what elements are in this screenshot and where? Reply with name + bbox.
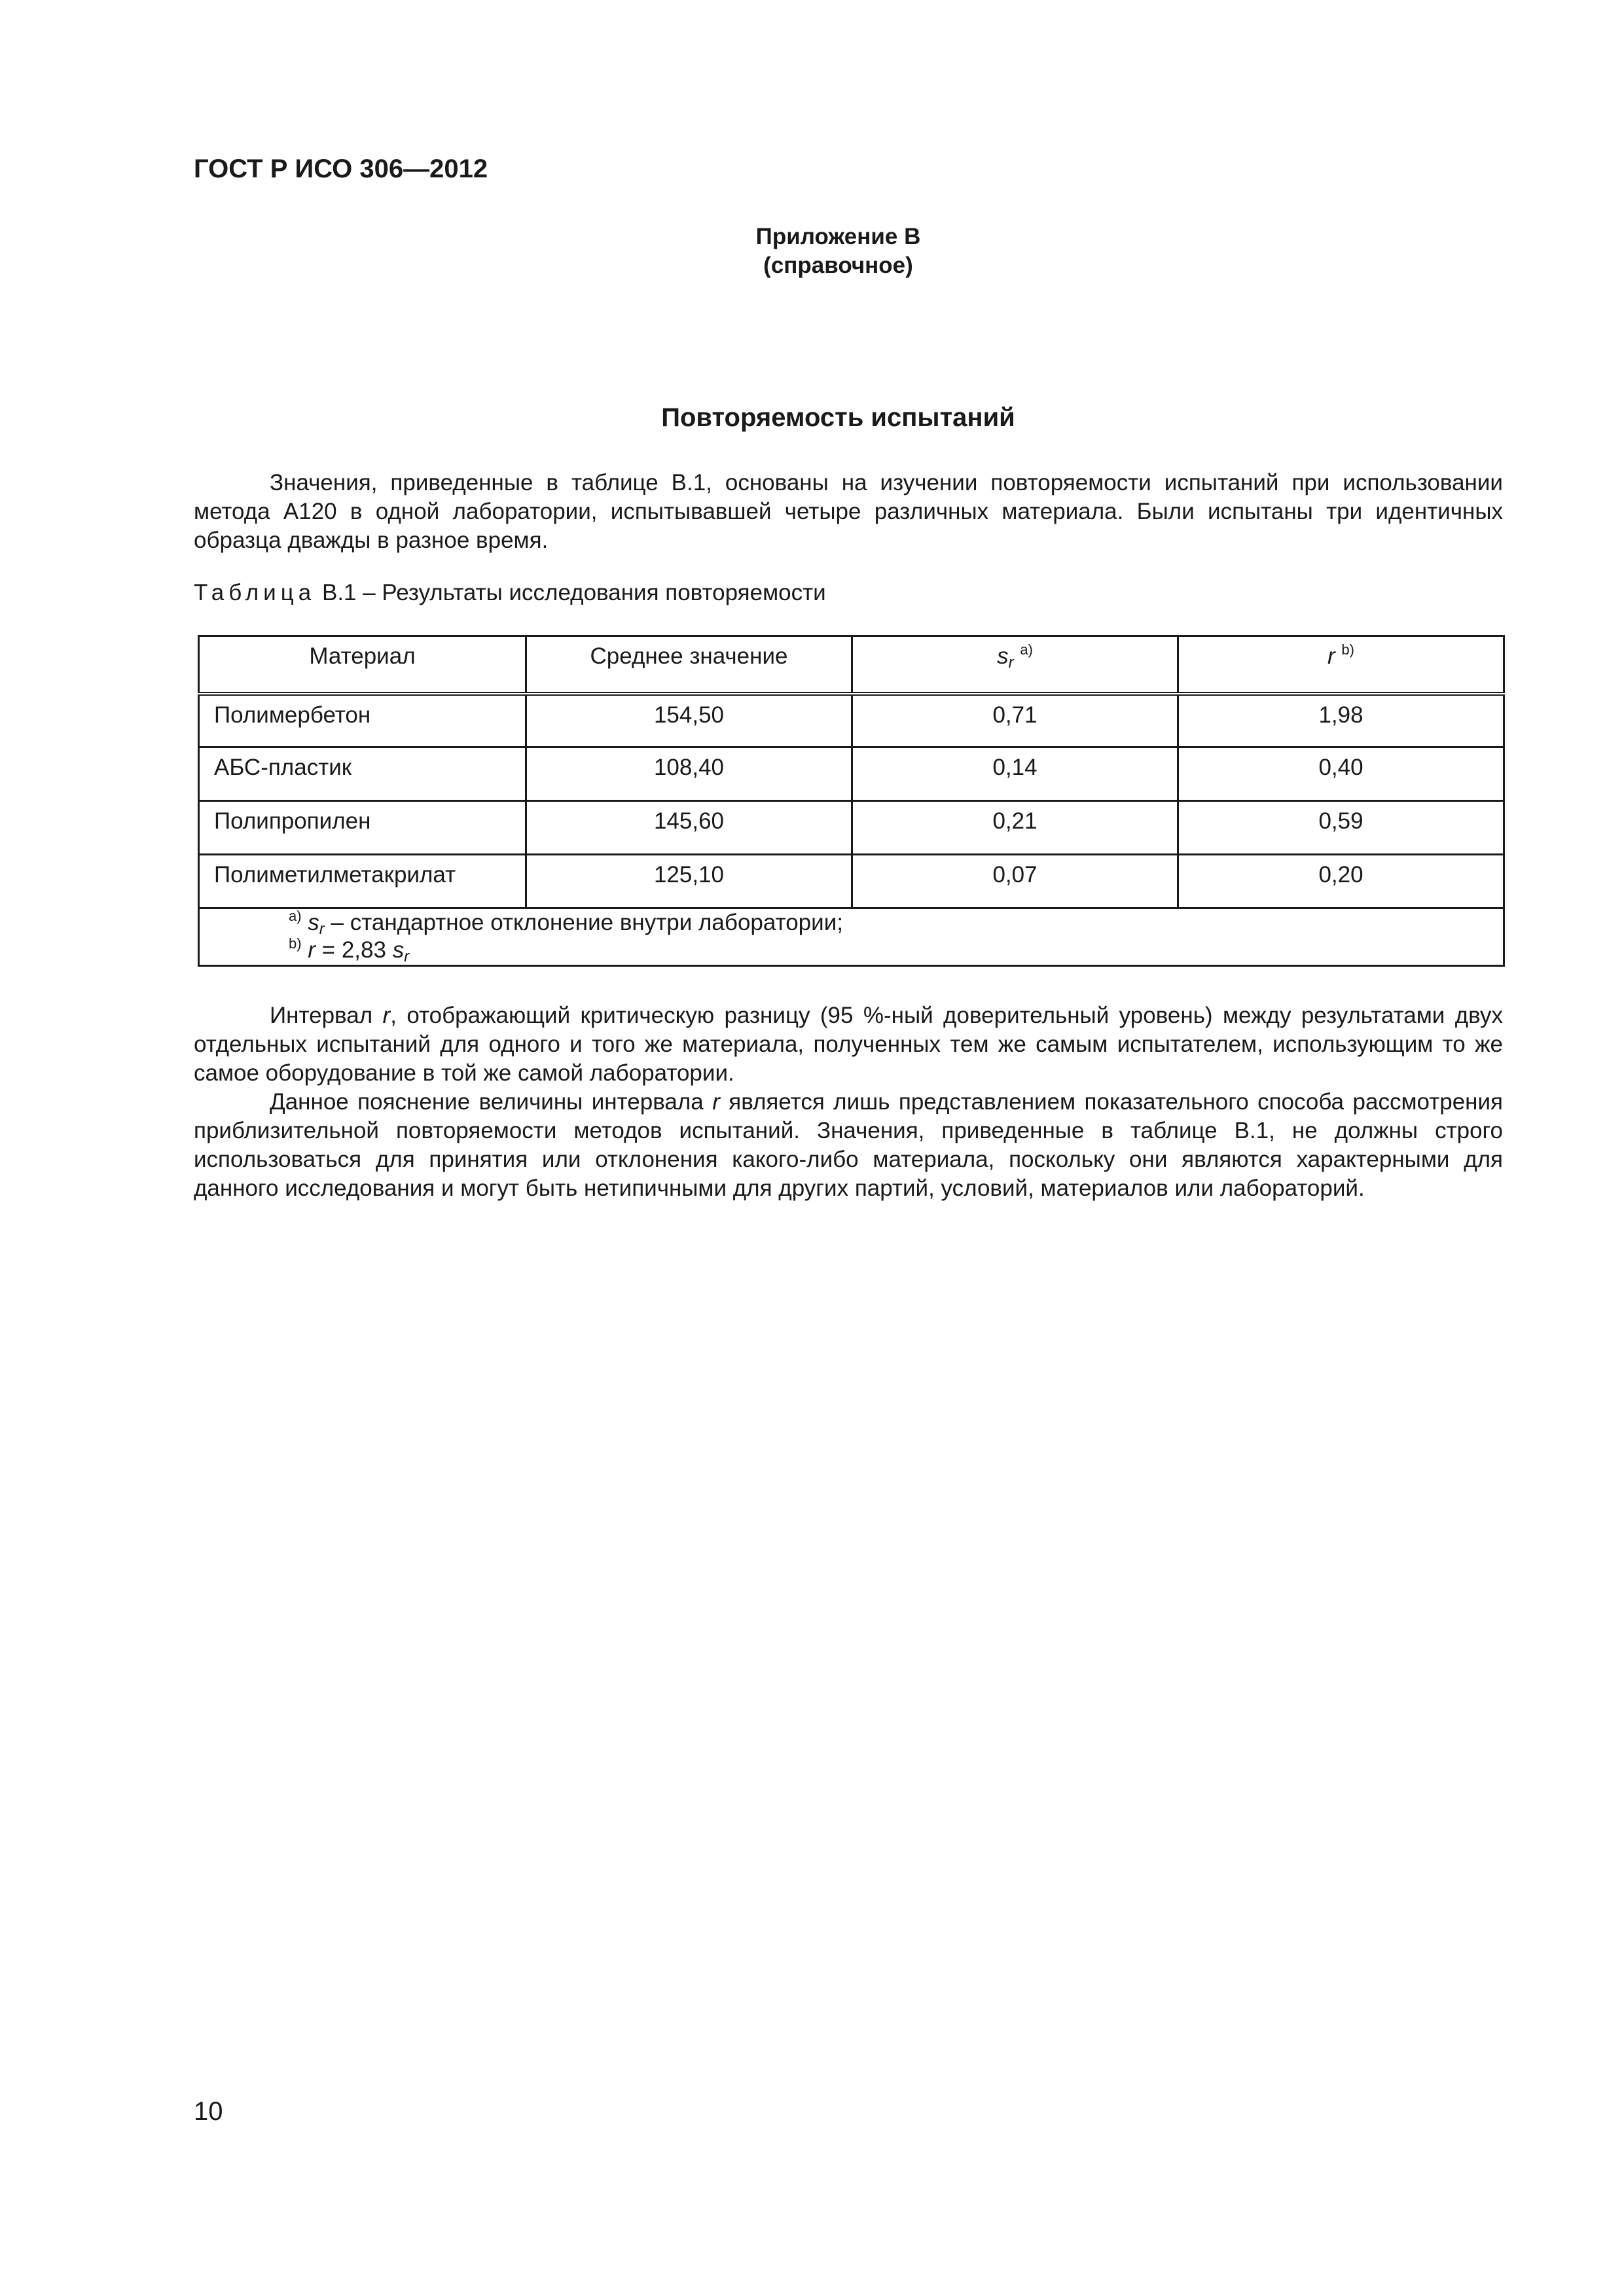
note-b-symbol: r xyxy=(308,937,316,963)
cell-material: Полиметилметакрилат xyxy=(199,855,526,908)
table-notes-row xyxy=(199,908,1504,966)
note-b-symbol-2: s xyxy=(392,937,405,963)
explanation-text: является лишь представлением показательного способа рассмотрения приблизительной повторяемости методов испытаний. Значения, приведенные в таблице В.1, не должны строго использоваться для принятия или отклонения какого-либо материала, поскольку они являются характерными для данного исследования и могут быть нетипичными для других партий, условий, материалов или лабораторий. xyxy=(194,1089,1503,1201)
cell-mean: 108,40 xyxy=(526,747,852,801)
standard-designation: ГОСТ Р ИСО 306—2012 xyxy=(194,154,488,183)
header-material: Материал xyxy=(199,636,526,694)
cell-sr: 0,71 xyxy=(852,694,1178,747)
page-number: 10 xyxy=(194,2097,223,2126)
header-sr xyxy=(852,636,1178,694)
interval-symbol: r xyxy=(382,1003,391,1028)
intro-text: Значения, приведенные в таблице В.1, основаны на изучении повторяемости испытаний при использовании метода А120 в одной лаборатории, испытывавшей четыре различных материала. Были испытаны три идентичных образца дважды в разное время. xyxy=(194,470,1503,553)
cell-mean: 145,60 xyxy=(526,801,852,855)
table-row xyxy=(199,855,1504,908)
cell-material: Полимербетон xyxy=(199,694,526,747)
cell-material: АБС-пластик xyxy=(199,747,526,801)
note-b-mark: b) xyxy=(289,935,302,952)
note-a-text: – стандартное отклонение внутри лаборатории; xyxy=(324,910,843,935)
explanation-symbol: r xyxy=(712,1089,720,1115)
cell-mean: 154,50 xyxy=(526,694,852,747)
note-a-mark: a) xyxy=(289,908,302,924)
explanation-paragraph xyxy=(194,1088,1503,1203)
header-r-footnote-mark: b) xyxy=(1341,641,1354,658)
annex-title: Приложение В xyxy=(755,224,921,249)
interval-paragraph xyxy=(194,1001,1503,1088)
cell-r: 0,40 xyxy=(1178,747,1504,801)
table-caption-word: Таблица xyxy=(194,580,316,605)
section-title: Повторяемость испытаний xyxy=(661,403,1015,432)
intro-paragraph xyxy=(194,469,1503,555)
interval-text: , отображающий критическую разницу (95 %-ный доверительный уровень) между результатами двух отдельных испытаний для одного и того же материала, полученных тем же самым испытателем, использующим то же самое оборудование в той же самой лаборатории. xyxy=(194,1003,1503,1086)
note-a-symbol: s xyxy=(308,910,319,935)
interval-lead: Интервал xyxy=(270,1003,383,1028)
cell-r: 0,59 xyxy=(1178,801,1504,855)
table-caption-text: В.1 – Результаты исследования повторяемости xyxy=(321,580,826,605)
table-header-row xyxy=(199,636,1504,694)
cell-r: 1,98 xyxy=(1178,694,1504,747)
cell-r: 0,20 xyxy=(1178,855,1504,908)
note-a-subscript: r xyxy=(319,920,325,938)
table-row xyxy=(199,801,1504,855)
cell-mean: 125,10 xyxy=(526,855,852,908)
annex-heading xyxy=(0,223,1624,280)
header-mean: Среднее значение xyxy=(526,636,852,694)
header-sr-footnote-mark: a) xyxy=(1020,641,1033,658)
annex-status: (справочное) xyxy=(763,253,913,278)
table-caption xyxy=(194,580,826,606)
explanation-lead: Данное пояснение величины интервала xyxy=(270,1089,713,1115)
note-b-subscript: r xyxy=(404,948,410,965)
note-a xyxy=(289,909,1489,937)
header-sr-symbol: s xyxy=(997,643,1009,669)
note-b xyxy=(289,937,1489,964)
repeatability-table xyxy=(198,635,1505,967)
cell-sr: 0,14 xyxy=(852,747,1178,801)
cell-sr: 0,21 xyxy=(852,801,1178,855)
header-r-symbol: r xyxy=(1327,643,1335,669)
note-b-equation: = 2,83 xyxy=(315,937,393,963)
header-r xyxy=(1178,636,1504,694)
table-row xyxy=(199,747,1504,801)
table-row xyxy=(199,694,1504,747)
header-sr-subscript: r xyxy=(1008,654,1014,672)
table-notes xyxy=(199,908,1504,966)
cell-sr: 0,07 xyxy=(852,855,1178,908)
cell-material: Полипропилен xyxy=(199,801,526,855)
